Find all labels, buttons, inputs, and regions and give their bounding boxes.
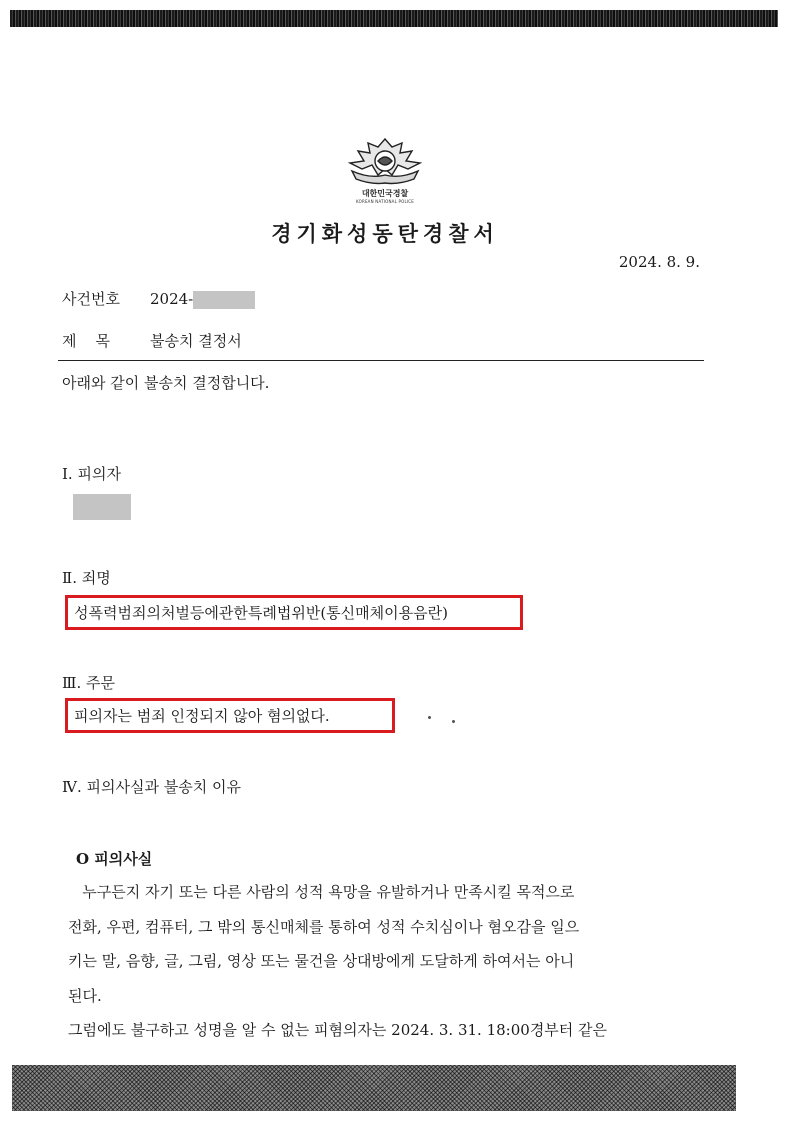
facts-line: 키는 말, 음향, 글, 그림, 영상 또는 물건을 상대방에게 도달하게 하여서는 아니: [68, 952, 575, 970]
section-4-title: Ⅳ. 피의사실과 불송치 이유: [62, 778, 241, 796]
subject-label: 제 목: [62, 332, 111, 350]
charge-name-highlight: [65, 595, 523, 630]
emblem-text-english: KOREAN NATIONAL POLICE: [356, 199, 414, 204]
facts-line: 누구든지 자기 또는 다른 사람의 성적 욕망을 유발하거나 만족시킬 목적으로: [68, 883, 575, 901]
scan-noise-bottom: [12, 1065, 736, 1111]
facts-heading: O 피의사실: [76, 850, 153, 868]
disposition-text: 피의자는 범죄 인정되지 않아 혐의없다.: [74, 707, 330, 725]
facts-line: 그럼에도 불구하고 성명을 알 수 없는 피혐의자는 2024. 3. 31. 18:00경부터 같은: [68, 1021, 608, 1039]
document-date: 2024. 8. 9.: [618, 253, 700, 271]
intro-text: 아래와 같이 불송치 결정합니다.: [62, 374, 270, 392]
emblem-text-korean: 대한민국경찰: [361, 189, 409, 198]
facts-line: 전화, 우편, 컴퓨터, 그 밖의 통신매체를 통하여 성적 수치심이나 혐오감을 일으: [68, 917, 580, 936]
case-number-prefix: 2024-: [150, 290, 194, 308]
station-title: 경기화성동탄경찰서: [271, 221, 499, 246]
section-2-title: Ⅱ. 죄명: [62, 569, 111, 587]
case-number-row: [62, 288, 255, 309]
charge-name-text: 성폭력범죄의처벌등에관한특례법위반(통신매체이용음란): [74, 604, 448, 622]
section-3-title: Ⅲ. 주문: [62, 674, 115, 692]
scan-noise-top: [10, 10, 778, 27]
section-1-title: Ⅰ. 피의자: [62, 465, 121, 483]
subject-value: 불송치 결정서: [150, 332, 242, 350]
case-number-label: 사건번호: [62, 290, 120, 308]
scan-speck: [452, 720, 455, 723]
facts-line: 된다.: [68, 986, 102, 1005]
facts-paragraph: [68, 875, 700, 1048]
header-divider: [58, 360, 704, 361]
subject-row: [62, 330, 242, 351]
disposition-highlight: [65, 698, 395, 733]
suspect-name-redaction: [73, 494, 131, 520]
case-number-redaction: [193, 291, 255, 309]
scan-speck: [428, 716, 431, 719]
